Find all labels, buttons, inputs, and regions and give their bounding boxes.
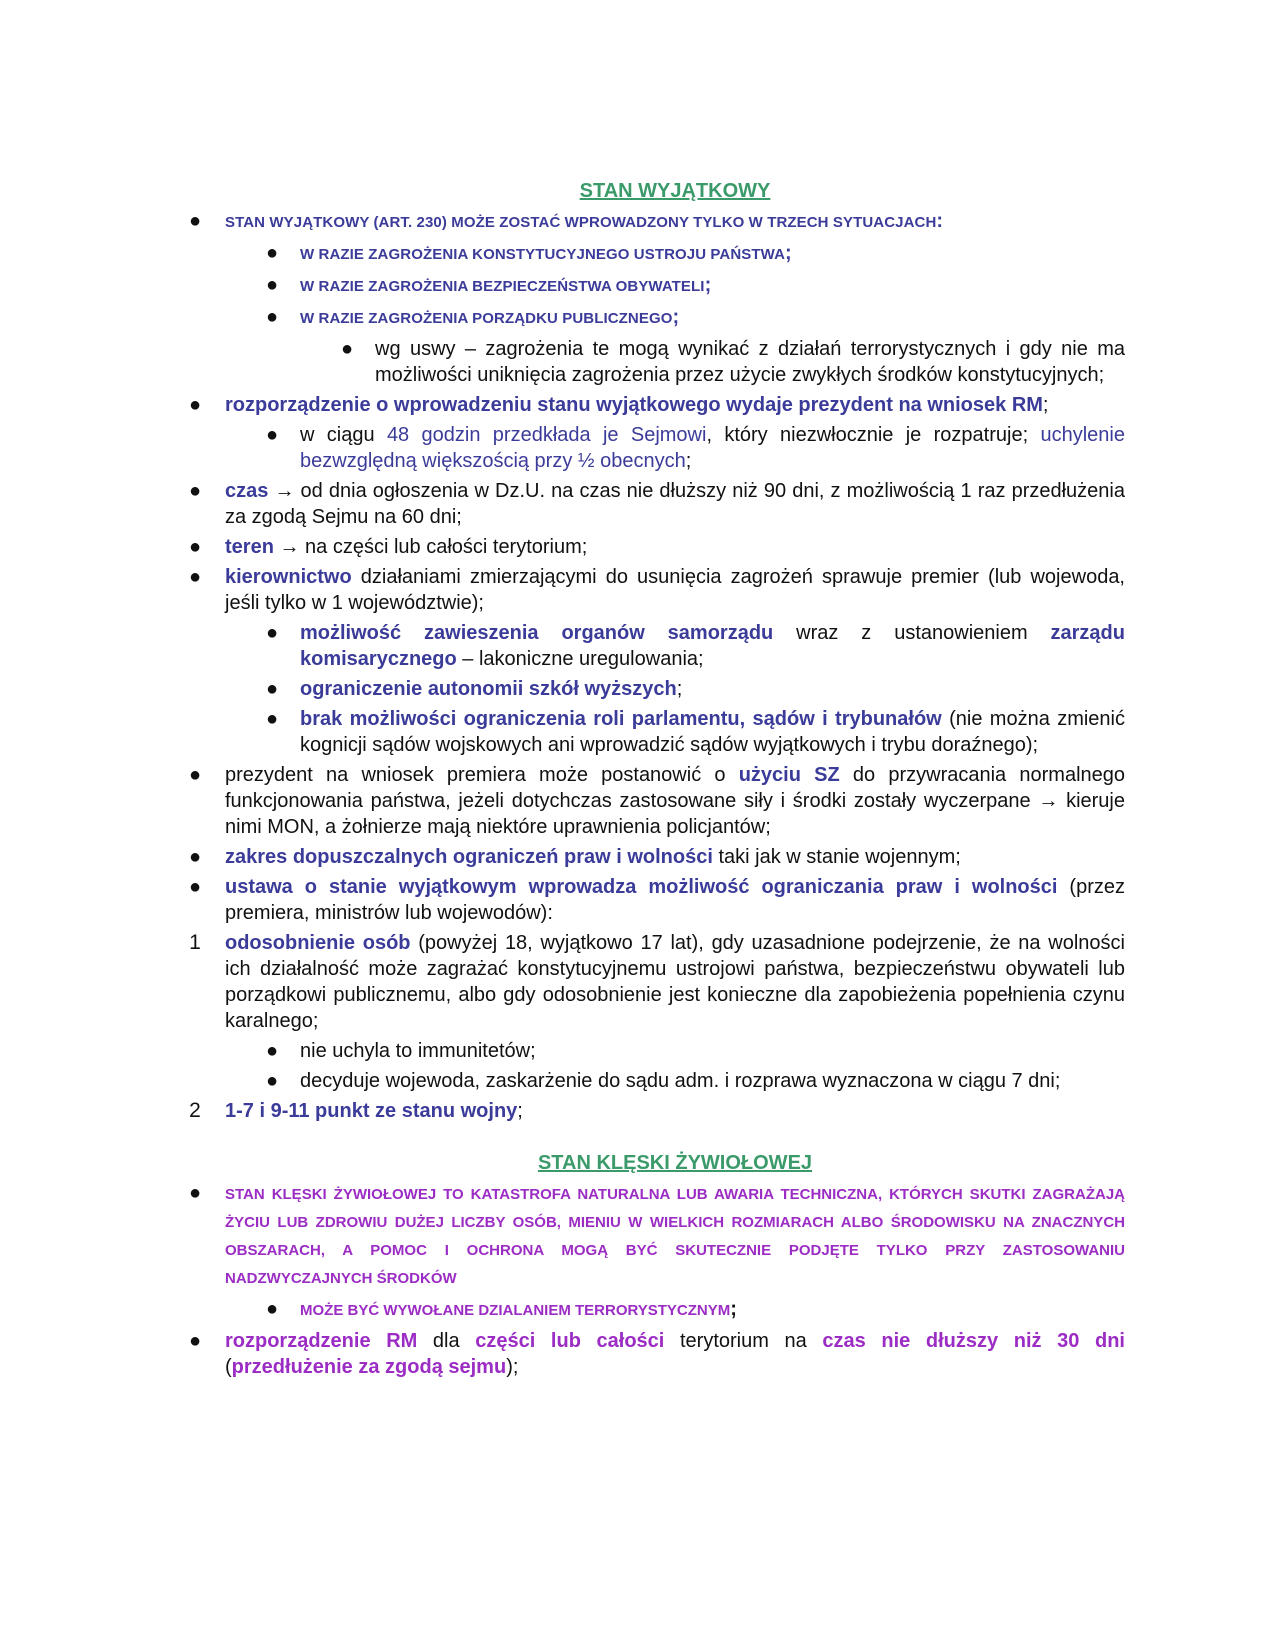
item-text: ( — [225, 1356, 232, 1378]
bullet-icon: ● — [188, 846, 202, 868]
item-text: → od dnia ogłoszenia w Dz.U. na czas nie dłuższy niż 90 dni, z możliwością 1 raz przedłużenia za zgodą Sejmu na 60 dni; — [225, 480, 1125, 528]
item-text: ; — [676, 678, 683, 700]
item-text: ograniczenie autonomii szkół wyższych — [300, 678, 677, 700]
numbered-item — [189, 1098, 1125, 1124]
list-item — [265, 1038, 1125, 1064]
numbered-item — [189, 930, 1125, 1034]
section-title-stan-wyjatkowy: STAN WYJĄTKOWY — [579, 180, 771, 202]
bullet-icon: ● — [188, 480, 202, 502]
item-text: (przez premiera, ministrów lub wojewodów): — [225, 876, 1125, 924]
bullet-icon: ● — [188, 210, 202, 232]
item-text: W RAZIE ZAGROŻENIA KONSTYTUCYJNEGO USTROJU PAŃSTWA — [300, 246, 786, 263]
list-item — [340, 336, 1125, 388]
item-text: wraz z ustanowieniem — [773, 622, 1051, 644]
list-item — [188, 1328, 1125, 1380]
list-item — [265, 620, 1125, 672]
list-item — [265, 240, 1125, 268]
item-text: odosobnienie osób — [225, 932, 411, 954]
item-text: terytorium na — [664, 1330, 823, 1352]
item-text: 1-7 i 9-11 punkt ze stanu wojny — [225, 1100, 518, 1122]
bullet-icon: ● — [188, 876, 202, 898]
item-text: teren — [225, 536, 274, 558]
item-text: dla — [417, 1330, 476, 1352]
item-text: ustawa o stanie wyjątkowym wprowadza możliwość ograniczania praw i wolności — [225, 876, 1058, 898]
item-text: , który niezwłocznie je rozpatruje; — [706, 424, 1041, 446]
list-item — [265, 1068, 1125, 1094]
bullet-icon: ● — [265, 424, 279, 446]
item-text: ; — [704, 274, 712, 296]
item-text: ; — [1042, 394, 1049, 416]
list-item — [188, 534, 1125, 560]
item-text: rozporządzenie o wprowadzeniu stanu wyjątkowego wydaje prezydent na wniosek RM — [225, 394, 1043, 416]
item-text: W RAZIE ZAGROŻENIA BEZPIECZEŃSTWA OBYWATELI — [300, 278, 705, 295]
bullet-icon: ● — [188, 1182, 202, 1204]
item-text: (powyżej 18, wyjątkowo 17 lat), gdy uzasadnione podejrzenie, że na wolności ich działalność może zagrażać konstytucyjnemu ustrojowi państwa, bezpieczeństwu obywateli lub porządkowi publicznemu, albo gdy odosobnienie jest konieczne dla zapobieżenia popełnienia czynu karalnego; — [225, 932, 1125, 1032]
bullet-icon: ● — [265, 708, 279, 730]
item-number: 1 — [189, 931, 201, 954]
list-item — [188, 874, 1125, 926]
list-item — [188, 762, 1125, 840]
list-item — [265, 676, 1125, 702]
item-text: 48 godzin przedkłada je Sejmowi — [386, 424, 707, 446]
bullet-icon: ● — [188, 394, 202, 416]
item-text: ; — [517, 1100, 523, 1122]
item-text: STAN KLĘSKI ŻYWIOŁOWEJ TO KATASTROFA NATURALNA LUB AWARIA TECHNICZNA, KTÓRYCH SKUTKI ZAGRAŻAJĄ ŻYCIU LUB ZDROWIU DUŻEJ LICZBY OSÓB, MIENIU W WIELKICH ROZMIARACH ALBO ŚRODOWISKU NA ZNACZNYCH OBSZARACH, A POMOC I OCHRONA MOGĄ BYĆ SKUTECZNIE PODJĘTE TYLKO PRZY ZASTOSOWANIU NADZWYCZAJNYCH ŚRODKÓW — [225, 1186, 1125, 1287]
item-text: czas nie dłuższy niż 30 dni — [822, 1330, 1125, 1352]
item-text: MOŻE BYĆ WYWOŁANE DZIALANIEM TERRORYSTYCZNYM — [300, 1302, 731, 1319]
item-text: ); — [506, 1356, 519, 1378]
bullet-icon: ● — [188, 566, 202, 588]
list-item — [188, 1180, 1125, 1292]
bullet-icon: ● — [265, 1070, 279, 1092]
item-text: ; — [730, 1298, 737, 1320]
item-text: : — [936, 210, 944, 232]
item-text: zarządu komisarycznego — [300, 622, 1125, 670]
list-item — [265, 1296, 1125, 1324]
item-text: przedłużenie za zgodą sejmu — [231, 1356, 507, 1378]
bullet-icon: ● — [265, 622, 279, 644]
item-text: czas — [225, 480, 269, 502]
bullet-icon: ● — [265, 242, 279, 264]
list-item — [188, 844, 1125, 870]
list-item — [265, 706, 1125, 758]
bullet-icon: ● — [188, 764, 202, 786]
item-text: wg uswy – zagrożenia te mogą wynikać z działań terrorystycznych i gdy nie ma możliwości uniknięcia zagrożenia przez użycie zwykłych środków konstytucyjnych; — [375, 338, 1125, 386]
item-text: – lakoniczne uregulowania; — [456, 648, 704, 670]
section-title-stan-kleski: STAN KLĘSKI ŻYWIOŁOWEJ — [537, 1152, 813, 1174]
document-content — [188, 178, 1125, 1384]
item-text: w ciągu — [300, 424, 387, 446]
bullet-icon: ● — [265, 306, 279, 328]
item-text: możliwość zawieszenia organów samorządu — [300, 622, 774, 644]
item-text: STAN WYJĄTKOWY (ART. 230) MOŻE ZOSTAĆ WPROWADZONY TYLKO W TRZECH SYTUACJACH — [225, 214, 937, 231]
item-number: 2 — [189, 1099, 201, 1122]
item-text: taki jak w stanie wojennym; — [712, 846, 961, 868]
item-text: działaniami zmierzającymi do usunięcia zagrożeń sprawuje premier (lub wojewoda, jeśli tylko w 1 województwie); — [225, 566, 1125, 614]
item-text: użyciu SZ — [738, 764, 840, 786]
item-text: uchylenie bezwzględną większością przy ½ obecnych — [300, 424, 1125, 472]
item-text: rozporządzenie RM — [225, 1330, 418, 1352]
list-item — [188, 208, 1125, 236]
item-text: → na części lub całości terytorium; — [273, 536, 588, 558]
bullet-icon: ● — [188, 536, 202, 558]
item-text: zakres dopuszczalnych ograniczeń praw i wolności — [225, 846, 713, 868]
list-item — [188, 392, 1125, 418]
item-text: do przywracania normalnego funkcjonowania państwa, jeżeli dotychczas zastosowane siły i środki zostały wyczerpane → kieruje nimi MON, a żołnierze mają niektóre uprawnienia policjantów; — [225, 764, 1125, 838]
item-text: części lub całości — [475, 1330, 665, 1352]
bullet-icon: ● — [265, 274, 279, 296]
bullet-icon: ● — [265, 1298, 279, 1320]
item-text: W RAZIE ZAGROŻENIA PORZĄDKU PUBLICZNEGO — [300, 310, 673, 327]
bullet-icon: ● — [265, 1040, 279, 1062]
item-text: ; — [785, 242, 792, 264]
item-text: ; — [672, 306, 680, 328]
list-item — [188, 564, 1125, 616]
item-text: prezydent na wniosek premiera może postanowić o — [225, 764, 739, 786]
item-text: (nie można zmienić kognicji sądów wojskowych ani wprowadzić sądów wyjątkowych i trybu doraźnego); — [300, 708, 1125, 756]
item-text: brak możliwości ograniczenia roli parlamentu, sądów i trybunałów — [300, 708, 942, 730]
bullet-icon: ● — [340, 338, 354, 360]
list-item — [265, 272, 1125, 300]
bullet-icon: ● — [265, 678, 279, 700]
item-text: kierownictwo — [225, 566, 352, 588]
list-item — [265, 304, 1125, 332]
item-text: ; — [685, 450, 692, 472]
list-item — [188, 478, 1125, 530]
bullet-icon: ● — [188, 1330, 202, 1352]
item-text: decyduje wojewoda, zaskarżenie do sądu adm. i rozprawa wyznaczona w ciągu 7 dni; — [300, 1070, 1061, 1092]
list-item — [265, 422, 1125, 474]
item-text: nie uchyla to immunitetów; — [300, 1040, 536, 1062]
